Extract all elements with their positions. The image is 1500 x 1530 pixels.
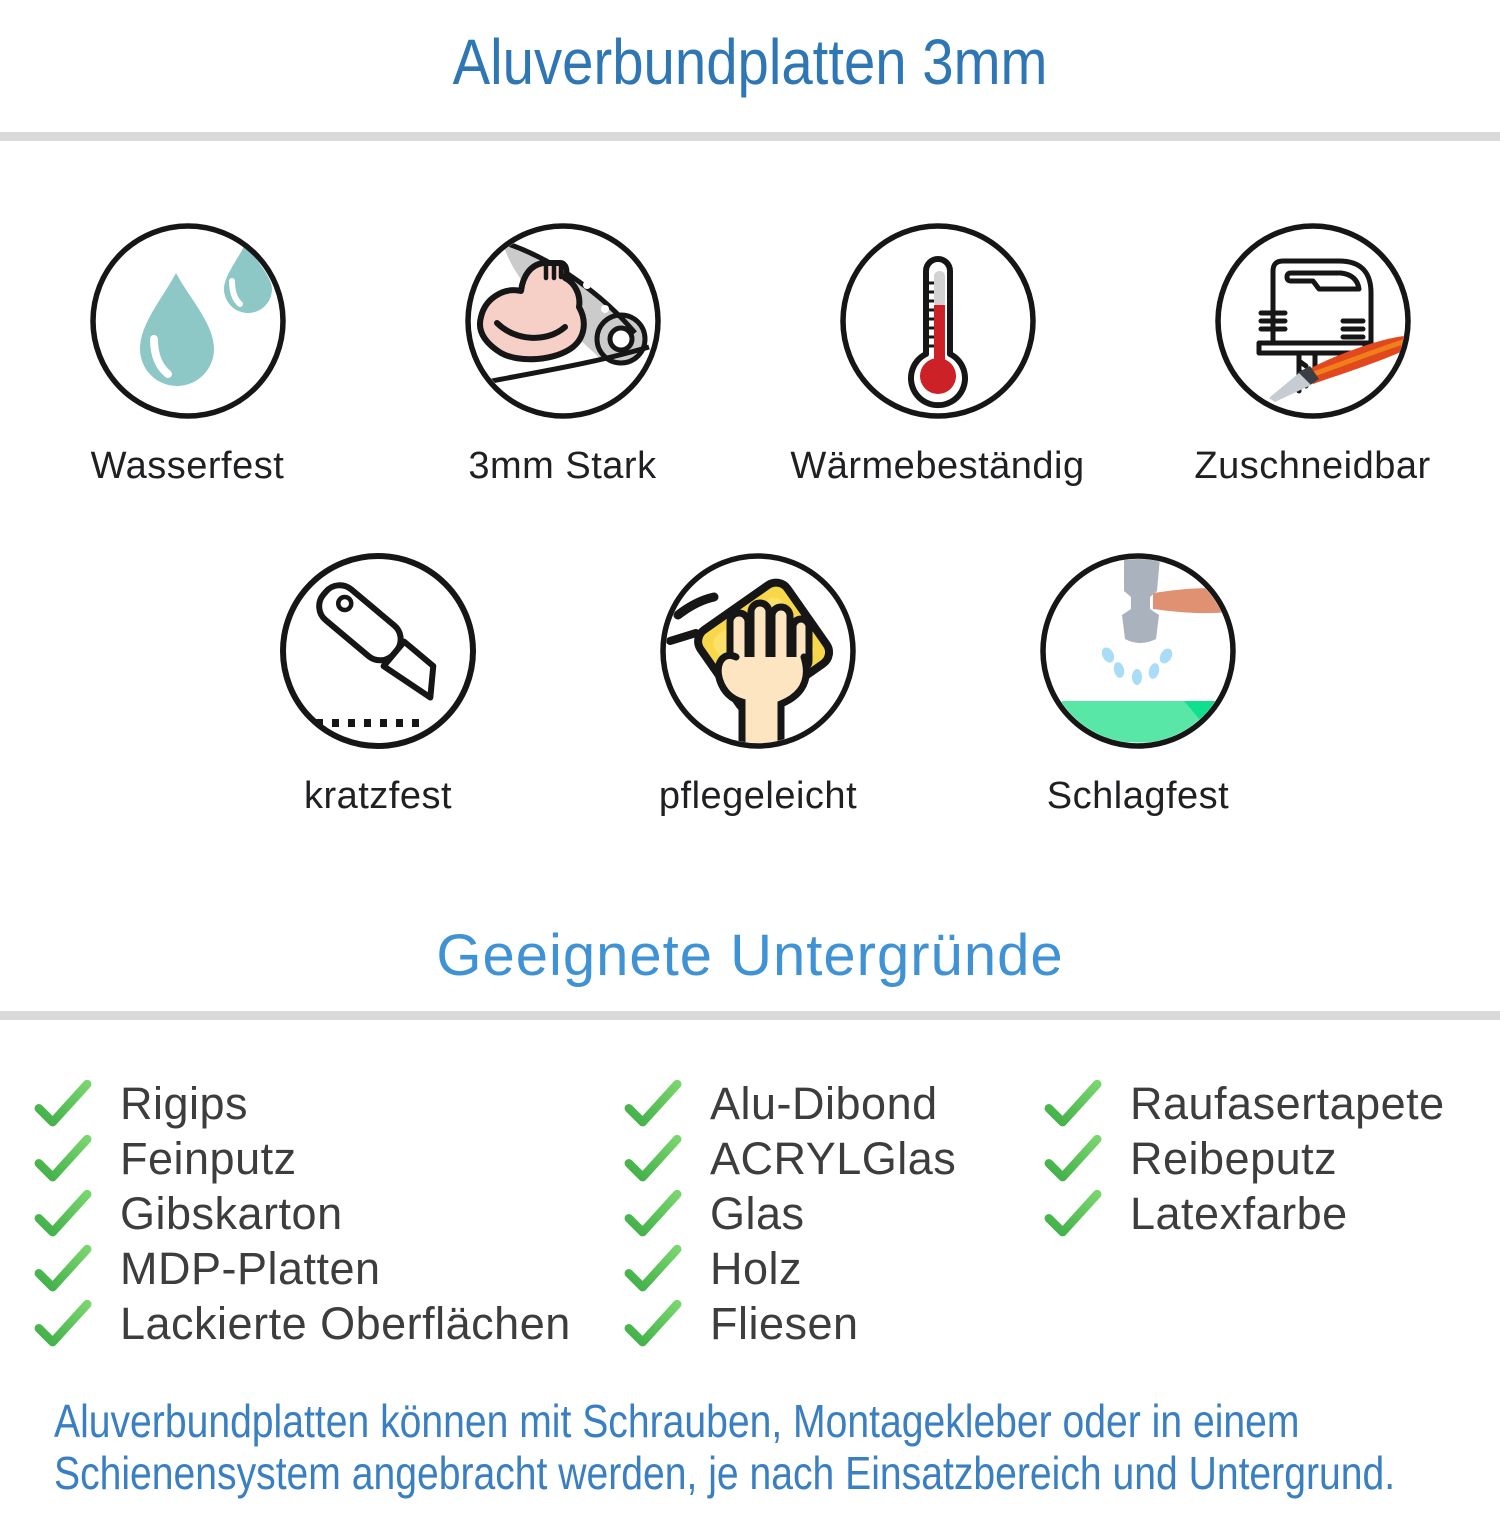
list-item-label: Fliesen <box>710 1297 859 1349</box>
list-item-label: MDP-Platten <box>120 1242 381 1294</box>
checkmark-icon <box>32 1189 94 1239</box>
list-item-label: Alu-Dibond <box>710 1077 938 1129</box>
feature-wasserfest <box>0 221 375 489</box>
feature-label: pflegeleicht <box>658 775 858 817</box>
list-item-label: Holz <box>710 1242 803 1294</box>
list-item <box>32 1296 622 1351</box>
feature-zuschneidbar <box>1125 221 1500 489</box>
utility-knife-icon <box>278 551 478 751</box>
mounting-note-line2: Schienensystem angebracht werden, je nach Einsatzbereich und Untergrund. <box>54 1447 1396 1499</box>
list-item-label: Reibeputz <box>1130 1132 1338 1184</box>
feature-label: Zuschneidbar <box>1194 445 1431 487</box>
substrates-column-1 <box>32 1076 622 1351</box>
list-item <box>32 1076 622 1131</box>
list-item-label: Glas <box>710 1187 805 1239</box>
checkmark-icon <box>622 1134 684 1184</box>
jigsaw-and-knife-icon <box>1213 221 1413 421</box>
list-item <box>622 1241 1042 1296</box>
list-item-label: Gibskarton <box>120 1187 343 1239</box>
hammer-impact-icon <box>1038 551 1238 751</box>
divider-bar-middle <box>0 1011 1500 1020</box>
thermometer-icon <box>838 221 1038 421</box>
mounting-note-line1: Aluverbundplatten können mit Schrauben, Montagekleber oder in einem <box>54 1395 1300 1447</box>
checkmark-icon <box>622 1079 684 1129</box>
features-row-1 <box>0 221 1500 489</box>
checkmark-icon <box>622 1299 684 1349</box>
feature-label: Wasserfest <box>90 445 285 487</box>
checkmark-icon <box>32 1079 94 1129</box>
list-item-label: Latexfarbe <box>1130 1187 1348 1239</box>
list-item <box>622 1131 1042 1186</box>
list-item <box>622 1296 1042 1351</box>
hand-wiping-cloth-icon <box>658 551 858 751</box>
feature-schlagfest <box>948 551 1328 819</box>
checkmark-icon <box>1042 1189 1104 1239</box>
feature-label: Wärmebeständig <box>790 445 1085 487</box>
muscle-arm-panel-icon <box>463 221 663 421</box>
feature-3mm-stark <box>375 221 750 489</box>
substrates-checklist <box>0 1076 1500 1351</box>
checkmark-icon <box>32 1244 94 1294</box>
water-drops-icon <box>88 221 288 421</box>
checkmark-icon <box>622 1244 684 1294</box>
checkmark-icon <box>1042 1079 1104 1129</box>
list-item <box>32 1186 622 1241</box>
section-title-untergruende: Geeignete Untergründe <box>436 923 1064 988</box>
feature-waermebestaendig <box>750 221 1125 489</box>
feature-label: 3mm Stark <box>468 445 657 487</box>
checkmark-icon <box>622 1189 684 1239</box>
list-item <box>1042 1076 1500 1131</box>
list-item <box>1042 1186 1500 1241</box>
checkmark-icon <box>32 1299 94 1349</box>
page-title: Aluverbundplatten 3mm <box>452 26 1048 98</box>
list-item-label: Feinputz <box>120 1132 297 1184</box>
list-item-label: Raufasertapete <box>1130 1077 1445 1129</box>
feature-label: kratzfest <box>303 775 453 817</box>
feature-kratzfest <box>188 551 568 819</box>
list-item <box>32 1241 622 1296</box>
list-item <box>622 1076 1042 1131</box>
list-item-label: Lackierte Oberflächen <box>120 1297 571 1349</box>
feature-label: Schlagfest <box>1046 775 1230 817</box>
checkmark-icon <box>1042 1134 1104 1184</box>
substrates-column-3 <box>1042 1076 1500 1241</box>
mounting-note <box>0 1395 1500 1499</box>
list-item <box>1042 1131 1500 1186</box>
checkmark-icon <box>32 1134 94 1184</box>
list-item <box>32 1131 622 1186</box>
list-item <box>622 1186 1042 1241</box>
divider-bar-top <box>0 132 1500 141</box>
features-row-2 <box>188 551 1328 819</box>
list-item-label: Rigips <box>120 1077 249 1129</box>
list-item-label: ACRYLGlas <box>710 1132 957 1184</box>
feature-pflegeleicht <box>568 551 948 819</box>
substrates-column-2 <box>622 1076 1042 1351</box>
